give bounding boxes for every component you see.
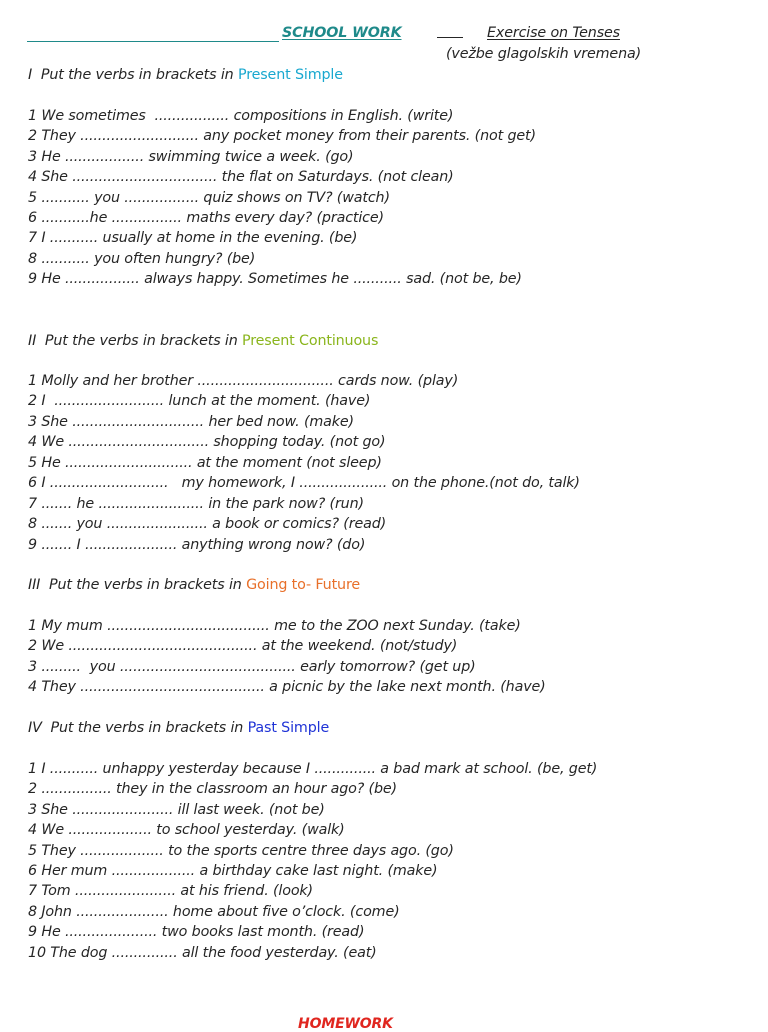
exercise-item: 3 He .................. swimming twice a week. (go) <box>28 149 354 165</box>
subtitle: Exercise on Tenses <box>487 25 620 41</box>
exercise-item: 8 ........... you often hungry? (be) <box>28 251 256 267</box>
exercise-item: 4 We ................... to school yesterday. (walk) <box>28 822 345 838</box>
footer-heading-partial: HOMEWORK <box>298 1016 393 1032</box>
exercise-item: 1 I ........... unhappy yesterday because I .............. a bad mark at school. (be, get) <box>28 761 598 777</box>
section-1-heading-prefix: I Put the verbs in brackets in <box>28 67 238 83</box>
exercise-item: 7 Tom ....................... at his friend. (look) <box>28 883 313 899</box>
exercise-item: 7 ....... he ........................ in the park now? (run) <box>28 496 364 512</box>
dash-rule <box>437 37 463 38</box>
exercise-item: 1 We sometimes ................. compositions in English. (write) <box>28 108 454 124</box>
exercise-item: 1 Molly and her brother ............................... cards now. (play) <box>28 373 459 389</box>
exercise-item: 8 ....... you ....................... a book or comics? (read) <box>28 516 387 532</box>
exercise-item: 2 We ........................................... at the weekend. (not/study) <box>28 638 458 654</box>
exercise-item: 7 I ........... usually at home in the evening. (be) <box>28 230 358 246</box>
section-2-heading-prefix: II Put the verbs in brackets in <box>28 333 243 349</box>
section-4-heading <box>28 718 329 738</box>
exercise-item: 3 She .............................. her bed now. (make) <box>28 414 354 430</box>
exercise-item: 2 They ........................... any pocket money from their parents. (not get) <box>28 128 536 144</box>
exercise-item: 2 I ......................... lunch at the moment. (have) <box>28 393 371 409</box>
title: SCHOOL WORK <box>282 25 402 41</box>
exercise-item: 9 He ..................... two books last month. (read) <box>28 924 365 940</box>
section-2-heading <box>28 331 378 351</box>
exercise-item: 4 We ................................ shopping today. (not go) <box>28 434 386 450</box>
subtitle-translation: (vežbe glagolskih vremena) <box>446 46 642 62</box>
exercise-item: 6 Her mum ................... a birthday cake last night. (make) <box>28 863 438 879</box>
section-4-tense: Past Simple <box>247 720 330 736</box>
section-1-heading <box>28 65 343 85</box>
exercise-item: 3 ......... you ........................................ early tomorrow? (get up) <box>28 659 476 675</box>
section-3-tense: Going to- Future <box>246 577 361 593</box>
exercise-item: 4 They .......................................... a picnic by the lake next month. (have) <box>28 679 546 695</box>
exercise-item: 10 The dog ............... all the food yesterday. (eat) <box>28 945 377 961</box>
exercise-item: 2 ................ they in the classroom an hour ago? (be) <box>28 781 397 797</box>
exercise-item: 1 My mum ..................................... me to the ZOO next Sunday. (take) <box>28 618 521 634</box>
exercise-item: 6 I ........................... my homework, I .................... on the phone.(not do, talk) <box>28 475 580 491</box>
exercise-item: 8 John ..................... home about five o’clock. (come) <box>28 904 400 920</box>
exercise-item: 9 ....... I ..................... anything wrong now? (do) <box>28 537 366 553</box>
exercise-item: 5 ........... you ................. quiz shows on TV? (watch) <box>28 190 390 206</box>
header-rule <box>27 41 279 42</box>
exercise-item: 5 They ................... to the sports centre three days ago. (go) <box>28 843 454 859</box>
section-4-heading-prefix: IV Put the verbs in brackets in <box>28 720 248 736</box>
exercise-item: 6 ...........he ................ maths every day? (practice) <box>28 210 384 226</box>
exercise-item: 9 He ................. always happy. Sometimes he ........... sad. (not be, be) <box>28 271 522 287</box>
section-3-heading-prefix: III Put the verbs in brackets in <box>28 577 247 593</box>
exercise-item: 4 She ................................. the flat on Saturdays. (not clean) <box>28 169 454 185</box>
exercise-item: 5 He ............................. at the moment (not sleep) <box>28 455 382 471</box>
exercise-item: 3 She ....................... ill last week. (not be) <box>28 802 325 818</box>
section-3-heading <box>28 575 360 595</box>
section-1-tense: Present Simple <box>237 67 343 83</box>
section-2-tense: Present Continuous <box>242 333 379 349</box>
